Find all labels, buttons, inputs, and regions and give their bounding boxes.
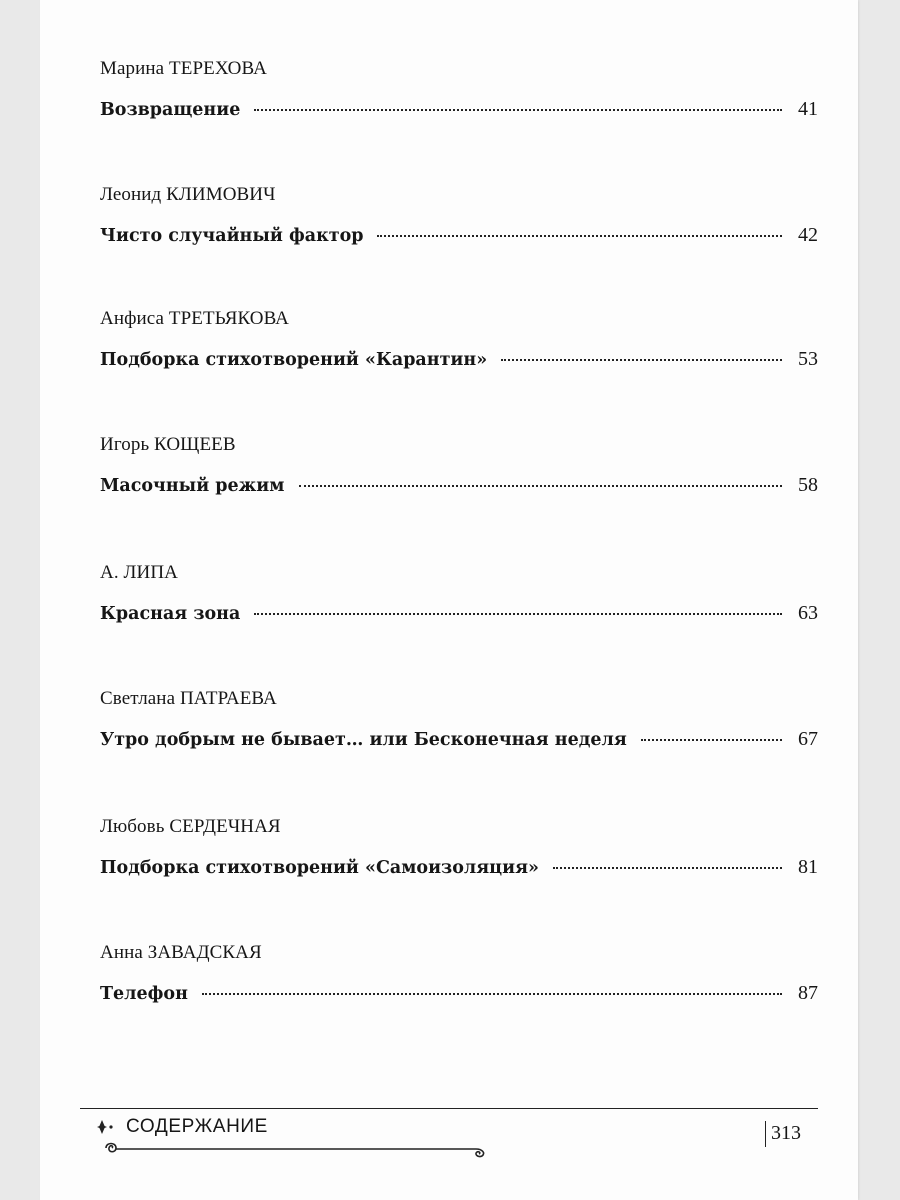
toc-entry — [100, 688, 818, 750]
toc-title-row — [100, 98, 818, 121]
dot-leader — [501, 359, 782, 361]
toc-author: Светлана ПАТРАЕВА — [100, 688, 277, 709]
toc-title: Масочный режим — [100, 476, 285, 496]
toc-title-row — [100, 602, 818, 625]
toc-title-row — [100, 856, 818, 879]
toc-title-row — [100, 348, 818, 371]
dot-leader — [553, 867, 782, 869]
toc-title-row — [100, 474, 818, 497]
toc-author: Леонид КЛИМОВИЧ — [100, 184, 276, 205]
toc-entry — [100, 58, 818, 120]
toc-entry — [100, 184, 818, 246]
toc-author: Любовь СЕРДЕЧНАЯ — [100, 816, 281, 837]
toc-author: Анна ЗАВАДСКАЯ — [100, 942, 262, 963]
toc-page-number: 87 — [798, 982, 818, 1004]
toc-page-number: 42 — [798, 224, 818, 246]
toc-title: Красная зона — [100, 604, 241, 624]
toc-page-number: 53 — [798, 348, 818, 370]
toc-author: Игорь КОЩЕЕВ — [100, 434, 236, 455]
toc-title-row — [100, 224, 818, 247]
dot-leader — [202, 993, 782, 995]
diamond-ornament-icon — [96, 1118, 118, 1136]
toc-entry — [100, 308, 818, 370]
footer-rule — [80, 1108, 818, 1109]
toc-author: Анфиса ТРЕТЬЯКОВА — [100, 308, 289, 329]
toc-title: Подборка стихотворений «Карантин» — [100, 350, 488, 370]
toc-author: А. ЛИПА — [100, 562, 178, 583]
footer-section-label: СОДЕРЖАНИЕ — [126, 1116, 268, 1137]
toc-title-row — [100, 982, 818, 1005]
toc-page-number: 63 — [798, 602, 818, 624]
toc-title-row — [100, 728, 818, 751]
footer-page-separator — [765, 1121, 766, 1147]
toc-entry — [100, 434, 818, 496]
dot-leader — [299, 485, 783, 487]
toc-title: Чисто случайный фактор — [100, 226, 364, 246]
book-page — [40, 0, 858, 1200]
toc-page-number: 81 — [798, 856, 818, 878]
dot-leader — [254, 613, 782, 615]
footer-page-number: 313 — [771, 1122, 801, 1144]
dot-leader — [377, 235, 782, 237]
toc-entry — [100, 816, 818, 878]
dot-leader — [254, 109, 782, 111]
toc-page-number: 41 — [798, 98, 818, 120]
toc-title: Возвращение — [100, 100, 241, 120]
toc-title: Утро добрым не бывает… или Бесконечная неделя — [100, 730, 627, 750]
toc-page-number: 58 — [798, 474, 818, 496]
swirl-ornament-icon — [102, 1140, 492, 1160]
toc-page-number: 67 — [798, 728, 818, 750]
dot-leader — [641, 739, 782, 741]
toc-title: Подборка стихотворений «Самоизоляция» — [100, 858, 539, 878]
toc-entry — [100, 562, 818, 624]
toc-title: Телефон — [100, 984, 188, 1004]
toc-entry — [100, 942, 818, 1004]
toc-author: Марина ТЕРЕХОВА — [100, 58, 267, 79]
